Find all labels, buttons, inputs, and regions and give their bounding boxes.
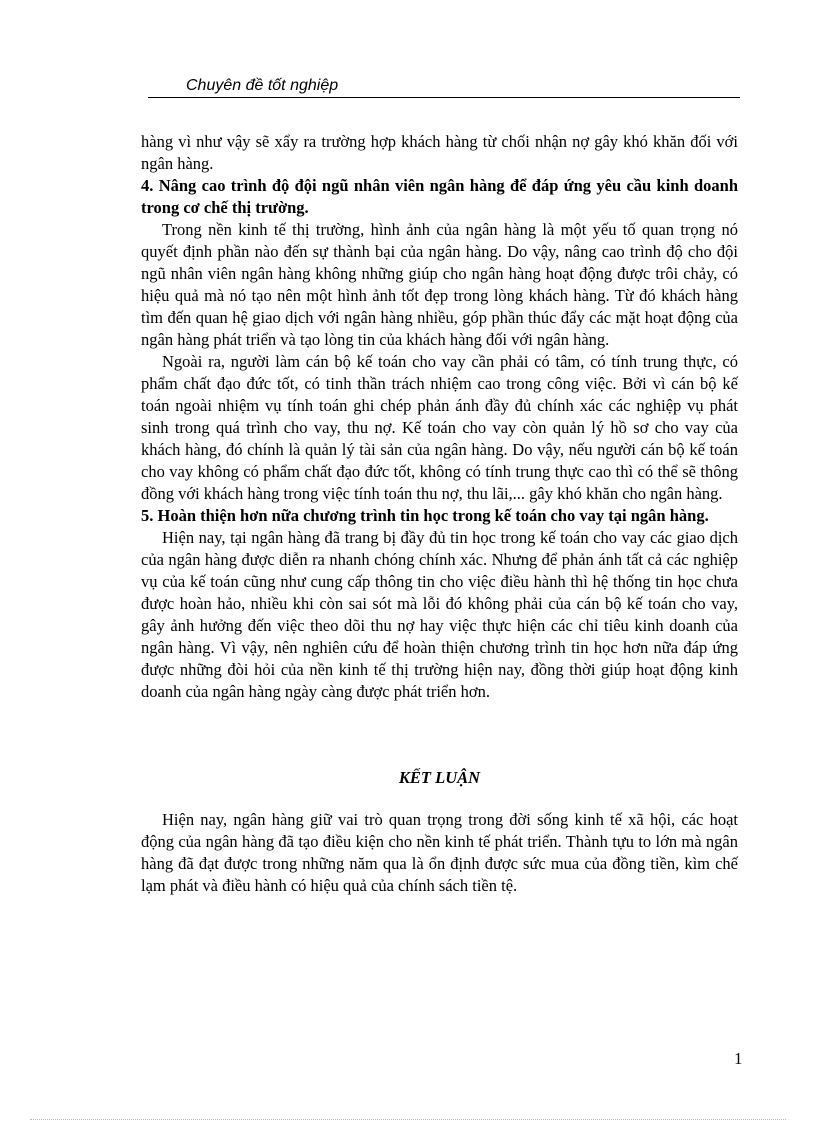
- header-divider: [148, 97, 740, 98]
- section-4-paragraph-1: Trong nền kinh tế thị trường, hình ảnh của ngân hàng là một yếu tố quan trọng nó quyết định phần nào đến sự thành bại của ngân hàng. Do vậy, nâng cao trình độ cho đội ngũ nhân viên ngân hàng không những giúp cho ngân hàng hoạt động được trôi chảy, có hiệu quả mà nó tạo nên một hình ảnh tốt đẹp trong lòng khách hàng. Từ đó khách hàng tìm đến quan hệ giao dịch với ngân hàng nhiều, góp phần thúc đẩy các mặt hoạt động của ngân hàng phát triển và tạo lòng tin của khách hàng đối với ngân hàng.: [141, 220, 738, 349]
- section-4-paragraph-2: Ngoài ra, người làm cán bộ kế toán cho vay cần phải có tâm, có tính trung thực, có phẩm chất đạo đức tốt, có tinh thần trách nhiệm cao trong công việc. Bởi vì cán bộ kế toán ngoài nhiệm vụ tính toán ghi chép phản ánh đầy đủ chính xác các nghiệp vụ phát sinh trong quá trình cho vay, thu nợ. Kế toán cho vay còn quản lý hồ sơ cho vay của khách hàng, đó chính là quản lý tài sản của ngân hàng. Do vậy, nếu người cán bộ kế toán cho vay không có phẩm chất đạo đức tốt, không có tính trung thực cao thì có thể sẽ thông đồng với khách hàng trong việc tính toán thu nợ, thu lãi,... gây khó khăn cho ngân hàng.: [141, 352, 738, 503]
- section-5-paragraph-1: Hiện nay, tại ngân hàng đã trang bị đầy đủ tin học trong kế toán cho vay các giao dịch của ngân hàng được diễn ra nhanh chóng chính xác. Nhưng để phản ánh tất cả các nghiệp vụ của kế toán cũng như cung cấp thông tin cho việc điều hành thì hệ thống tin học chưa được hoàn hảo, nhiều khi còn sai sót mà lỗi đó không phải của cán bộ kế toán cho vay, gây ảnh hưởng đến việc theo dõi thu nợ hay việc thực hiện các chỉ tiêu kinh doanh của ngân hàng. Vì vậy, nên nghiên cứu để hoàn thiện chương trình tin học hơn nữa đáp ứng được những đòi hỏi của nền kinh tế thị trường hiện nay, đồng thời giúp hoạt động kinh doanh của ngân hàng ngày càng được phát triển hơn.: [141, 528, 738, 701]
- document-header-title: Chuyên đề tốt nghiệp: [186, 77, 339, 94]
- page-number: 1: [734, 1049, 743, 1068]
- conclusion-title: KẾT LUẬN: [398, 768, 481, 787]
- section-4-heading: 4. Nâng cao trình độ đội ngũ nhân viên ngân hàng để đáp ứng yêu cầu kinh doanh trong cơ chế thị trường.: [141, 176, 738, 217]
- section-5-heading: 5. Hoàn thiện hơn nữa chương trình tin học trong kế toán cho vay tại ngân hàng.: [141, 506, 709, 525]
- document-body: [141, 131, 738, 897]
- conclusion-paragraph: Hiện nay, ngân hàng giữ vai trò quan trọng trong đời sống kinh tế xã hội, các hoạt động của ngân hàng đã tạo điều kiện cho nền kinh tế phát triển. Thành tựu to lớn mà ngân hàng đã đạt được trong những năm qua là ổn định được sức mua của đồng tiền, kìm chế lạm phát và điều hành có hiệu quả của chính sách tiền tệ.: [141, 810, 738, 895]
- continuation-paragraph: hàng vì như vậy sẽ xẩy ra trường hợp khách hàng từ chối nhận nợ gây khó khăn đối với ngân hàng.: [141, 132, 738, 173]
- footer-divider: [30, 1119, 786, 1120]
